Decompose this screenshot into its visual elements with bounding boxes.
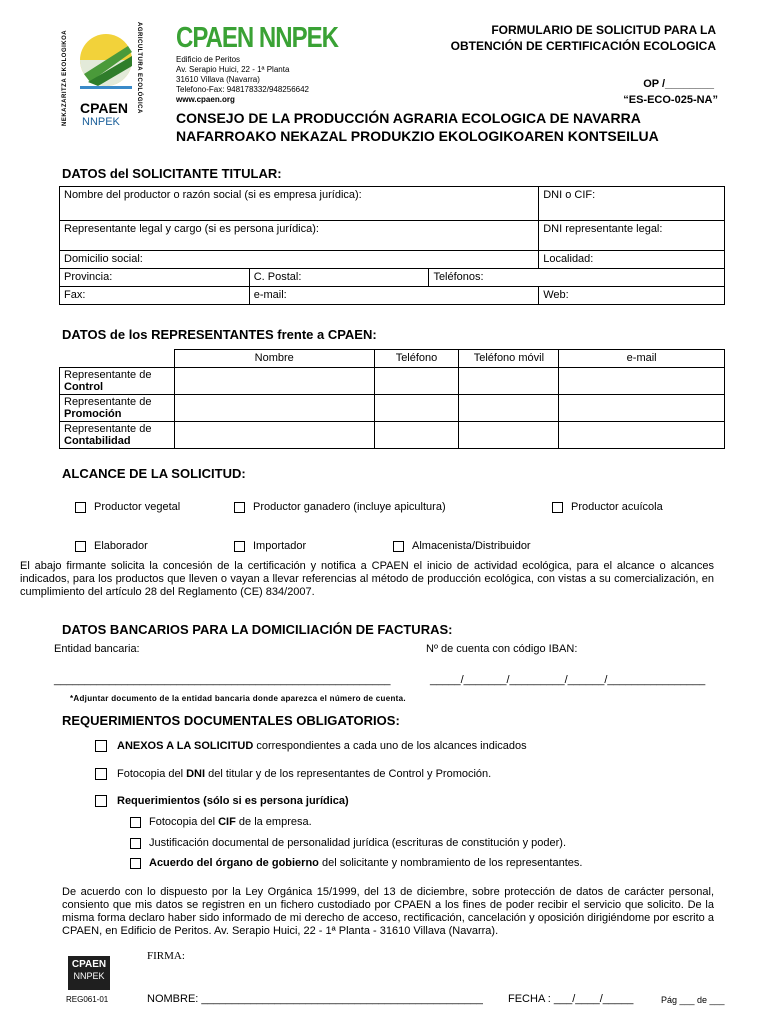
promotion-phone-cell[interactable] [374,395,459,422]
requirement-bold: CIF [218,816,236,828]
requirement-bold: DNI [186,768,206,780]
accounting-name-cell[interactable] [174,422,374,449]
requirement-text: Justificación documental de personalidad jurídica (escrituras de constitución y poder). [149,837,566,849]
council-name-eu: NAFARROAKO NEKAZAL PRODUKZIO EKOLOGIKOAREN KONTSEILUA [176,128,659,144]
council-name-es: CONSEJO DE LA PRODUCCIÓN AGRARIA ECOLOGICA DE NAVARRA [176,110,641,126]
logo-side-text-right: AGRICULTURA ECOLÓGICA [136,22,142,114]
brand-wordmark: CPAEN NNPEK [176,22,338,55]
scope-option[interactable] [234,540,306,552]
requirement-annexes[interactable] [95,740,527,752]
locality-field[interactable]: Localidad: [539,251,725,269]
requirement-governing-body[interactable] [130,857,582,869]
address-block [176,55,309,105]
column-header-phone: Teléfono [374,350,459,368]
representatives-section-title: DATOS de los REPRESENTANTES frente a CPAEN: [62,327,377,342]
date-field[interactable]: FECHA : ___/____/_____ [508,993,634,1005]
checkbox[interactable] [552,502,563,513]
checkbox[interactable] [95,768,107,780]
applicant-table [59,186,725,305]
checkbox[interactable] [234,541,245,552]
promotion-email-cell[interactable] [559,395,725,422]
footer-logo-word-2: NNPEK [73,971,105,981]
dni-representative-field[interactable]: DNI representante legal: [539,221,725,251]
scope-option-label: Almacenista/Distribuidor [412,540,531,552]
requirement-text: Fotocopia del [117,768,187,780]
scope-option[interactable] [75,501,180,513]
address-line: 31610 Villava (Navarra) [176,75,260,84]
requirement-bold: Acuerdo del órgano de gobierno [149,857,319,869]
column-header-mobile: Teléfono móvil [459,350,559,368]
privacy-statement: De acuerdo con lo dispuesto por la Ley Orgánica 15/1999, del 13 de diciembre, sobre protección de datos de carácter personal, consiento que mis datos se registren en un fichero custodiado por CPAEN a los fines de poder recibir el servicio que solicito. De la misma forma declaro haber sido informado de mi derecho de acceso, rectificación, cancelación y oposición dirigiéndome por escrito a CPAEN, en Edificio de Peritos. Av. Serapio Huici, 22 - 1ª Planta - 31610 Villava (Navarra). [62,886,714,937]
bank-entity-label: Entidad bancaria: [54,643,140,655]
form-title [451,22,716,54]
checkbox[interactable] [130,817,141,828]
requirements-section-title: REQUERIMIENTOS DOCUMENTALES OBLIGATORIOS: [62,713,400,728]
row-label-prefix: Representante de [64,369,152,381]
form-title-line-2: OBTENCIÓN DE CERTIFICACIÓN ECOLOGICA [450,39,716,53]
row-label-prefix: Representante de [64,396,152,408]
requirement-bold: ANEXOS A LA SOLICITUD [117,740,254,752]
footer-logo-word-1: CPAEN [71,959,107,970]
requirement-text: de la empresa. [235,816,312,828]
scope-option-label: Productor vegetal [94,501,181,513]
checkbox[interactable] [75,502,86,513]
address-line: www.cpaen.org [176,95,235,104]
phones-field[interactable]: Teléfonos: [429,269,725,287]
scope-option[interactable] [234,501,446,513]
scope-option-label: Elaborador [94,540,148,552]
checkbox[interactable] [130,858,141,869]
iban-input-line[interactable]: _____/_______/_________/______/________________ [430,674,706,686]
scope-option[interactable] [75,540,148,552]
scope-option-label: Productor acuícola [571,501,663,513]
requirement-text: Requerimientos (sólo si es persona jurídica) [117,795,349,807]
bank-entity-input-line[interactable]: _______________________________________________________ [54,674,391,686]
address-line: Av. Serapio Huici, 22 - 1ª Planta [176,65,290,74]
representatives-table [59,349,725,449]
control-name-cell[interactable] [174,368,374,395]
requirement-text: correspondientes a cada uno de los alcances indicados [253,740,527,752]
logo-side-text-left: NEKAZARITZA EKOLOGIKOA [62,29,68,126]
scope-option-label: Productor ganadero (incluye apicultura) [253,501,446,513]
checkbox[interactable] [130,838,141,849]
logo-word-nnpek: NNPEK [82,116,120,128]
row-label-promotion [60,395,175,422]
form-reference: REG061-01 [66,995,109,1004]
address-line: Telefono-Fax: 948178332/948256642 [176,85,309,94]
accounting-email-cell[interactable] [559,422,725,449]
applicant-section-title: DATOS del SOLICITANTE TITULAR: [62,166,282,181]
control-email-cell[interactable] [559,368,725,395]
requirement-text: del titular y de los representantes de Control y Promoción. [205,768,492,780]
producer-name-field[interactable]: Nombre del productor o razón social (si es empresa jurídica): [60,187,539,221]
bank-section-title: DATOS BANCARIOS PARA LA DOMICILIACIÓN DE FACTURAS: [62,622,453,637]
column-header-name: Nombre [174,350,374,368]
accounting-mobile-cell[interactable] [459,422,559,449]
postal-code-field[interactable]: C. Postal: [249,269,429,287]
requirement-legal-entity[interactable] [95,795,349,807]
logo-word-cpaen: CPAEN [80,100,128,116]
scope-option[interactable] [552,501,663,513]
scope-statement: El abajo firmante solicita la concesión de la certificación y notifica a CPAEN el inicio de actividad ecológica, para el alcance o alcances indicados, para los productos que lleven o vayan a llevar referencias al método de producción ecológica, con vistas a su comercialización, en cumplimiento del artículo 28 del Reglamento (CE) 834/2007. [20,560,714,598]
scope-option-label: Importador [253,540,307,552]
promotion-mobile-cell[interactable] [459,395,559,422]
bank-note: *Adjuntar documento de la entidad bancaria donde aparezca el número de cuenta. [70,694,406,703]
scope-section-title: ALCANCE DE LA SOLICITUD: [62,466,246,481]
dni-cif-field[interactable]: DNI o CIF: [539,187,725,221]
cpaen-logo [62,16,146,134]
iban-label: Nº de cuenta con código IBAN: [426,643,578,655]
footer-logo [68,956,110,990]
control-mobile-cell[interactable] [459,368,559,395]
requirement-legal-docs[interactable] [130,837,566,849]
fax-field[interactable]: Fax: [60,287,250,305]
certification-code: “ES-ECO-025-NA” [623,94,718,106]
row-label-role: Promoción [64,408,122,420]
requirement-dni-copy[interactable] [95,768,491,780]
signature-label: FIRMA: [147,950,185,962]
op-number: OP /________ [643,78,714,90]
checkbox[interactable] [95,740,107,752]
checkbox[interactable] [95,795,107,807]
web-field[interactable]: Web: [539,287,725,305]
domicile-field[interactable]: Domicilio social: [60,251,539,269]
requirement-text: Fotocopia del [149,816,219,828]
province-field[interactable]: Provincia: [60,269,250,287]
row-label-prefix: Representante de [64,423,152,435]
scope-option[interactable] [393,540,531,552]
accounting-phone-cell[interactable] [374,422,459,449]
control-phone-cell[interactable] [374,368,459,395]
representatives-corner [60,350,175,368]
name-field[interactable]: NOMBRE: ______________________________________________ [147,993,483,1005]
checkbox[interactable] [393,541,404,552]
address-line: Edificio de Peritos [176,55,241,64]
requirement-text: del solicitante y nombramiento de los representantes. [318,857,583,869]
checkbox[interactable] [234,502,245,513]
row-label-accounting [60,422,175,449]
promotion-name-cell[interactable] [174,395,374,422]
form-title-line-1: FORMULARIO DE SOLICITUD PARA LA [491,23,716,37]
row-label-role: Contabilidad [64,435,131,447]
row-label-role: Control [64,381,104,393]
row-label-control [60,368,175,395]
legal-representative-field[interactable]: Representante legal y cargo (si es persona jurídica): [60,221,539,251]
page-number: Pág ___ de ___ [661,995,725,1005]
checkbox[interactable] [75,541,86,552]
email-field[interactable]: e-mail: [249,287,538,305]
column-header-email: e-mail [559,350,725,368]
requirement-cif-copy[interactable] [130,816,312,828]
